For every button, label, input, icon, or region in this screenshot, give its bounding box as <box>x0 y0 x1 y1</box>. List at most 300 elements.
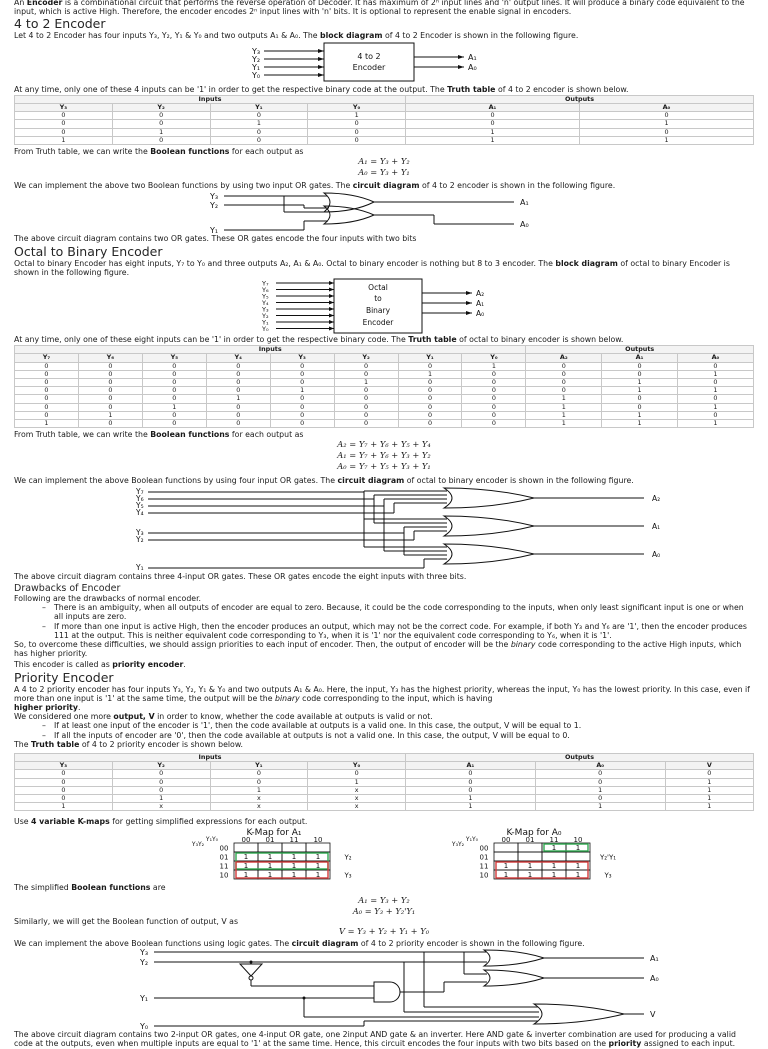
table-cell: 0 <box>210 770 308 778</box>
octal-block-output: A₂ <box>476 289 485 299</box>
table-cell: 1 <box>665 794 753 802</box>
kmap-column-label: 11 <box>289 835 299 844</box>
octal-block-label: Octal <box>368 283 388 293</box>
circuit-input-label: Y₃ <box>140 948 149 958</box>
enc42-block-label: 4 to 2 <box>357 51 381 61</box>
simplified-intro: The simplified Boolean functions are <box>14 882 166 892</box>
table-column-header: Y₁ <box>398 354 462 362</box>
enc42-circuit-summary: The above circuit diagram contains two OR gates. These OR gates encode the four inputs with two bits <box>14 234 417 244</box>
table-cell: 0 <box>406 778 536 786</box>
kmaps <box>84 827 684 883</box>
kmap-cell-value: 1 <box>315 870 321 879</box>
enc42-block-input: Y₃ <box>252 46 261 56</box>
table-cell: 1 <box>677 403 753 411</box>
octal-block-label: Encoder <box>362 318 394 328</box>
table-cell: 0 <box>142 411 206 419</box>
equation: V = Y₃ + Y₂ + Y₁ + Y₀ <box>338 925 430 936</box>
kmap-a1-title: K-Map for A₁ <box>246 827 302 838</box>
page <box>14 0 754 1049</box>
table-column-header: A₁ <box>406 762 536 770</box>
table-column-header: A₂ <box>526 354 602 362</box>
kmap-column-label: 01 <box>525 835 535 844</box>
table-cell: 0 <box>308 770 406 778</box>
kmap-group-label: Y₂'Y₁ <box>599 853 617 862</box>
arrow-icon <box>329 320 334 324</box>
octal-block-input: Y₂ <box>262 312 269 321</box>
kmap-cell <box>282 843 306 852</box>
table-cell: 0 <box>602 403 678 411</box>
circuit-output-label: A₁ <box>650 954 659 964</box>
table-column-header: A₁ <box>602 354 678 362</box>
table-row <box>15 120 754 128</box>
enc42-truth-table <box>14 95 754 145</box>
table-cell: 1 <box>677 370 753 378</box>
table-cell: 0 <box>535 794 665 802</box>
table-cell: 0 <box>112 778 210 786</box>
table-cell: 0 <box>526 379 602 387</box>
priority-circuit-intro: We can implement the above Boolean functions using logic gates. The circuit diagram of 4 to 2 priority encoder is shown in the following figure. <box>14 938 585 948</box>
table-cell: 0 <box>206 370 270 378</box>
table-cell: 0 <box>15 387 79 395</box>
kmap-cell-value: 1 <box>575 870 581 879</box>
table-cell: 1 <box>270 387 334 395</box>
octal-block-input: Y₆ <box>262 286 269 295</box>
table-cell: 0 <box>142 387 206 395</box>
drawbacks-solution: So, to overcome these difficulties, we should assign priorities to each input of encoder. Then, the output of encoder will be the binary code corresponding to the active High inputs, which has higher priority. <box>14 639 742 659</box>
enc42-intro: Let 4 to 2 Encoder has four inputs Y₃, Y₂, Y₁ & Y₀ and two outputs A₁ & A₀. The block diagram of 4 to 2 Encoder is shown in the following figure. <box>14 31 579 41</box>
kmap-column-label: 00 <box>501 835 511 844</box>
table-cell: 1 <box>526 411 602 419</box>
enc42-block-label: Encoder <box>352 62 386 72</box>
table-row <box>15 395 754 403</box>
kmap-cell <box>258 843 282 852</box>
enc42-block-input: Y₁ <box>252 62 261 72</box>
table-cell: 0 <box>15 379 79 387</box>
octal-truth-table <box>14 345 754 428</box>
table-cell: 0 <box>78 379 142 387</box>
octal-block-diagram <box>204 277 564 335</box>
table-cell: 1 <box>406 136 580 144</box>
table-cell: 1 <box>15 803 113 811</box>
drawbacks-priority-note: This encoder is called as priority encoder. <box>14 660 186 670</box>
table-cell: 0 <box>462 403 526 411</box>
table-group-header: Outputs <box>406 95 754 103</box>
kmap-cell-value: 1 <box>551 870 557 879</box>
table-cell: 0 <box>15 770 113 778</box>
table-cell: 0 <box>398 420 462 428</box>
heading-drawbacks: Drawbacks of Encoder <box>14 582 121 594</box>
table-cell: 1 <box>526 420 602 428</box>
table-cell: 1 <box>142 403 206 411</box>
table-cell: 1 <box>406 803 536 811</box>
table-column-header: Y₄ <box>206 354 270 362</box>
priority-truth-intro: The Truth table of 4 to 2 priority encoder is shown below. <box>14 739 243 749</box>
table-cell: 0 <box>406 786 536 794</box>
table-cell: 1 <box>308 778 406 786</box>
table-column-header: Y₃ <box>270 354 334 362</box>
kmap-row-label: 01 <box>219 853 229 862</box>
table-cell: 0 <box>398 387 462 395</box>
circuit-output-label: A₀ <box>650 974 659 984</box>
equation: A₂ = Y₇ + Y₆ + Y₅ + Y₄ <box>337 439 431 450</box>
table-group-header: Inputs <box>15 753 406 761</box>
table-cell: 0 <box>602 362 678 370</box>
table-column-header: Y₃ <box>15 762 113 770</box>
kmap-cell-value: 1 <box>291 861 297 870</box>
priority-valid-intro: We considered one more output, V in order to know, whether the code available at outputs is valid or not. <box>14 712 433 722</box>
table-cell: 0 <box>535 778 665 786</box>
kmap-cell <box>542 852 566 861</box>
table-column-header: A₀ <box>579 104 753 112</box>
table-column-header: Y₁ <box>210 104 308 112</box>
circuit-output-label: V <box>650 1010 656 1020</box>
priority-truth-table <box>14 753 754 811</box>
kmap-cell-value: 1 <box>527 870 533 879</box>
table-column-header: Y₂ <box>334 354 398 362</box>
kmap-group-label: Y₃ <box>604 871 612 880</box>
kmap-corner-label: Y₁Y₀ <box>465 835 479 843</box>
arrow-icon <box>329 288 334 292</box>
table-cell: 0 <box>602 370 678 378</box>
circuit-input-label: Y₄ <box>136 507 144 517</box>
table-cell: 0 <box>462 395 526 403</box>
table-cell: 0 <box>334 420 398 428</box>
kmap-cell-value: 1 <box>315 852 321 861</box>
kmap-cell-value: 1 <box>267 852 273 861</box>
table-cell: 1 <box>206 395 270 403</box>
table-cell: 0 <box>462 379 526 387</box>
table-cell: 0 <box>677 411 753 419</box>
kmap-cell <box>518 843 542 852</box>
table-cell: 0 <box>15 786 113 794</box>
kmap-cell-value: 1 <box>291 852 297 861</box>
table-cell: 0 <box>334 395 398 403</box>
table-cell: 0 <box>15 411 79 419</box>
intro-paragraph: An Encoder is a combinational circuit that performs the reverse operation of Decoder. It has maximum of 2ⁿ input lines and 'n' output lines. It will produce a binary code equivalent to the input, which is active High. Therefore, the encoder encodes 2ⁿ input lines with 'n' bits. It is optional to represent the enable signal in encoders. <box>14 0 745 17</box>
table-column-header: Y₀ <box>308 762 406 770</box>
table-cell: 0 <box>406 770 536 778</box>
octal-block-input: Y₃ <box>262 305 269 314</box>
table-column-header: A₀ <box>535 762 665 770</box>
circuit-output-label: A₀ <box>520 220 529 230</box>
octal-block-input: Y₇ <box>262 279 269 288</box>
table-cell: 0 <box>210 778 308 786</box>
table-cell: 1 <box>15 420 79 428</box>
kmap-cell-value: 1 <box>267 870 273 879</box>
octal-block-input: Y₀ <box>262 325 269 334</box>
table-cell: 0 <box>78 370 142 378</box>
table-cell: 0 <box>334 362 398 370</box>
table-cell: 0 <box>112 112 210 120</box>
heading-4to2-encoder: 4 to 2 Encoder <box>14 16 106 32</box>
table-cell: 0 <box>142 362 206 370</box>
table-row <box>15 362 754 370</box>
enc42-circuit-diagram <box>184 190 584 234</box>
table-cell: 0 <box>462 411 526 419</box>
kmap-column-label: 10 <box>313 835 323 844</box>
kmap-row-label: 10 <box>479 871 489 880</box>
table-cell: 0 <box>15 120 113 128</box>
table-cell: 1 <box>398 370 462 378</box>
table-cell: 0 <box>526 362 602 370</box>
table-cell: x <box>210 803 308 811</box>
list-item: – If more than one input is active High, then the encoder produces an output, which may not be the correct code. For example, if both Y₃ and Y₆ are '1', then the encoder produces 111 at the output. This is neither equivalent code corresponding to Y₃, when it is '1' nor the equivalent code corresponding to Y₆, when it is '1'. <box>54 622 754 640</box>
octal-block-label: Binary <box>365 306 391 316</box>
circuit-input-label: Y₃ <box>136 527 144 537</box>
table-row <box>15 403 754 411</box>
kmap-column-label: 10 <box>573 835 583 844</box>
table-cell: 0 <box>210 136 308 144</box>
table-cell: 0 <box>398 411 462 419</box>
kmap-cell-value: 1 <box>243 861 249 870</box>
table-cell: 1 <box>677 420 753 428</box>
table-cell: 1 <box>15 136 113 144</box>
table-column-header: Y₁ <box>210 762 308 770</box>
kmap-cell-value: 1 <box>503 870 509 879</box>
table-cell: 0 <box>526 387 602 395</box>
kmap-row-label: 11 <box>479 862 489 871</box>
table-cell: 0 <box>334 370 398 378</box>
table-row <box>15 136 754 144</box>
priority-circuit-diagram <box>64 948 704 1030</box>
table-column-header: V <box>665 762 753 770</box>
octal-circuit-diagram <box>64 486 704 572</box>
table-cell: 0 <box>142 379 206 387</box>
kmap-column-label: 00 <box>241 835 251 844</box>
table-cell: 0 <box>270 395 334 403</box>
v-function-intro: Similarly, we will get the Boolean function of output, V as <box>14 916 239 926</box>
kmap-cell <box>306 843 330 852</box>
circuit-input-label: Y₂ <box>136 534 144 544</box>
table-cell: 0 <box>15 128 113 136</box>
equation: A₁ = Y₃ + Y₂ <box>358 156 410 167</box>
table-cell: 1 <box>579 120 753 128</box>
kmap-row-label: 01 <box>479 853 489 862</box>
table-cell: 0 <box>579 112 753 120</box>
table-cell: 0 <box>677 395 753 403</box>
table-cell: 0 <box>398 362 462 370</box>
arrow-icon <box>329 327 334 331</box>
table-cell: 0 <box>206 387 270 395</box>
circuit-output-label: A₀ <box>652 549 661 559</box>
table-cell: 0 <box>15 370 79 378</box>
table-cell: 0 <box>112 770 210 778</box>
kmap-a0-title: K-Map for A₀ <box>506 827 562 838</box>
equation: A₀ = Y₇ + Y₅ + Y₃ + Y₁ <box>337 461 431 472</box>
table-row <box>15 370 754 378</box>
kmap-corner-label: Y₁Y₀ <box>205 835 219 843</box>
enc42-block-input: Y₂ <box>252 54 261 64</box>
enc42-block-diagram <box>204 41 564 85</box>
table-cell: 1 <box>579 136 753 144</box>
table-cell: 0 <box>665 770 753 778</box>
enc42-block-input: Y₀ <box>252 70 261 80</box>
table-cell: 1 <box>78 411 142 419</box>
table-cell: 0 <box>462 387 526 395</box>
table-row <box>15 794 754 802</box>
heading-priority-encoder: Priority Encoder <box>14 669 114 685</box>
drawbacks-list <box>14 603 754 640</box>
table-cell: 0 <box>677 379 753 387</box>
table-cell: 0 <box>535 770 665 778</box>
table-cell: 0 <box>15 362 79 370</box>
circuit-input-label: Y₂ <box>140 958 149 968</box>
kmap-cell-value: 1 <box>291 870 297 879</box>
table-row <box>15 387 754 395</box>
table-cell: 0 <box>308 128 406 136</box>
table-cell: 0 <box>206 411 270 419</box>
octal-circuit-intro: We can implement the above Boolean functions by using four input OR gates. The circuit diagram of octal to binary encoder is shown in the following figure. <box>14 476 634 486</box>
octal-boolean-intro: From Truth table, we can write the Boolean functions for each output as <box>14 430 304 440</box>
kmap-row-label: 00 <box>219 844 229 853</box>
table-cell: 0 <box>15 112 113 120</box>
table-cell: 1 <box>526 395 602 403</box>
table-cell: x <box>308 786 406 794</box>
arrow-icon <box>329 301 334 305</box>
table-cell: 1 <box>210 786 308 794</box>
table-cell: 1 <box>210 120 308 128</box>
table-cell: 0 <box>334 411 398 419</box>
table-cell: 0 <box>462 420 526 428</box>
table-cell: 1 <box>526 403 602 411</box>
circuit-input-label: Y₆ <box>136 493 144 503</box>
arrow-icon <box>329 314 334 318</box>
table-group-header: Inputs <box>15 95 406 103</box>
circuit-input-label: Y₁ <box>140 994 149 1004</box>
table-cell: 1 <box>112 794 210 802</box>
circuit-input-label: Y₃ <box>210 192 219 202</box>
table-cell: 0 <box>206 420 270 428</box>
circuit-output-label: A₁ <box>520 198 529 208</box>
table-row <box>15 420 754 428</box>
table-cell: 0 <box>78 403 142 411</box>
table-cell: 0 <box>210 112 308 120</box>
kmap-group-label: Y₂ <box>344 853 352 862</box>
priority-intro: A 4 to 2 priority encoder has four inputs Y₃, Y₂, Y₁ & Y₀ and two outputs A₁ & A₀. Here, the input, Y₃ has the highest priority, whereas the input, Y₀ has the lowest priority. In this case, even if more than one input is '1' at the same time, the output will be the binary code corresponding to the input, which is having higher priority. <box>14 684 750 712</box>
table-column-header: Y₆ <box>78 354 142 362</box>
table-cell: 1 <box>602 420 678 428</box>
table-column-header: Y₃ <box>15 104 113 112</box>
table-cell: 1 <box>665 778 753 786</box>
table-group-header: Outputs <box>526 346 754 354</box>
table-cell: 0 <box>398 403 462 411</box>
table-column-header: Y₂ <box>112 104 210 112</box>
table-cell: 0 <box>270 379 334 387</box>
equation: A₀ = Y₃ + Y₂'Y₁ <box>352 905 416 916</box>
table-cell: 0 <box>270 403 334 411</box>
table-cell: 0 <box>78 387 142 395</box>
kmap-row-label: 11 <box>219 862 229 871</box>
table-cell: 0 <box>462 370 526 378</box>
arrow-icon <box>329 307 334 311</box>
circuit-input-label: Y₂ <box>210 201 219 211</box>
table-row <box>15 778 754 786</box>
equation: A₁ = Y₃ + Y₂ <box>358 894 410 905</box>
kmap-cell-value: 1 <box>551 843 557 852</box>
table-cell: 1 <box>602 411 678 419</box>
table-group-header: Outputs <box>406 753 754 761</box>
table-column-header: Y₀ <box>462 354 526 362</box>
octal-truth-intro: At any time, only one of these eight inputs can be '1' in order to get the respective binary code. The Truth table of octal to binary encoder is shown below. <box>14 335 624 345</box>
table-cell: 1 <box>602 387 678 395</box>
kmap-cell <box>518 852 542 861</box>
list-item: – If all the inputs of encoder are '0', then the code available at outputs is not a valid one. In this case, the output, V will be equal to 0. <box>54 731 754 740</box>
kmap-column-label: 11 <box>549 835 559 844</box>
table-cell: 0 <box>15 778 113 786</box>
table-cell: 1 <box>406 794 536 802</box>
equation: A₀ = Y₃ + Y₁ <box>358 167 410 178</box>
circuit-input-label: Y₁ <box>136 562 144 572</box>
kmap-row-label: 00 <box>479 844 489 853</box>
table-row <box>15 411 754 419</box>
table-cell: 0 <box>270 420 334 428</box>
kmap-cell-value: 1 <box>243 870 249 879</box>
octal-intro: Octal to binary Encoder has eight inputs, Y₇ to Y₀ and three outputs A₂, A₁ & A₀. Octal to binary encoder is nothing but 8 to 3 encoder. The block diagram of octal to binary Encoder is shown in the following figure. <box>14 258 730 277</box>
table-cell: 0 <box>78 362 142 370</box>
table-group-header: Inputs <box>15 346 526 354</box>
list-item: – If at least one input of the encoder is '1', then the code available at outputs is a valid one. In this case, the output, V will be equal to 1. <box>54 721 754 730</box>
table-column-header: Y₅ <box>142 354 206 362</box>
drawbacks-intro: Following are the drawbacks of normal encoder. <box>14 593 202 603</box>
kmap-cell-value: 1 <box>551 861 557 870</box>
octal-block-output: A₀ <box>476 309 485 319</box>
octal-block-input: Y₄ <box>262 299 269 308</box>
enc42-block-output: A₀ <box>468 62 477 72</box>
list-item: – There is an ambiguity, when all outputs of encoder are equal to zero. Because, it could be the code corresponding to the inputs, when only least significant input is one or when all inputs are zero. <box>54 603 754 621</box>
circuit-output-label: A₁ <box>652 521 661 531</box>
table-cell: 0 <box>142 395 206 403</box>
table-column-header: A₁ <box>406 104 580 112</box>
kmap-cell-value: 1 <box>575 861 581 870</box>
table-cell: 1 <box>665 786 753 794</box>
table-cell: 1 <box>406 128 580 136</box>
arrow-icon <box>329 281 334 285</box>
kmap-cell-value: 1 <box>243 852 249 861</box>
table-cell: 0 <box>210 128 308 136</box>
circuit-output-label: A₂ <box>652 493 661 503</box>
octal-circuit-summary: The above circuit diagram contains three 4-input OR gates. These OR gates encode the eight inputs with three bits. <box>14 571 467 581</box>
octal-block-output: A₁ <box>476 299 485 309</box>
table-row <box>15 770 754 778</box>
table-cell: 0 <box>270 411 334 419</box>
table-cell: 0 <box>15 794 113 802</box>
table-cell: 0 <box>308 136 406 144</box>
table-cell: 0 <box>142 420 206 428</box>
kmap-group-label: Y₃ <box>344 871 352 880</box>
octal-block-input: Y₅ <box>262 292 269 301</box>
circuit-input-label: Y₅ <box>136 500 144 510</box>
table-column-header: Y₇ <box>15 354 79 362</box>
table-cell: 0 <box>677 362 753 370</box>
octal-block-input: Y₁ <box>262 318 269 327</box>
table-cell: 0 <box>308 120 406 128</box>
enc42-block-output: A₁ <box>468 52 477 62</box>
table-cell: x <box>308 794 406 802</box>
table-cell: 0 <box>15 395 79 403</box>
table-cell: 0 <box>206 379 270 387</box>
table-cell: 0 <box>398 395 462 403</box>
table-cell: 0 <box>15 403 79 411</box>
table-cell: 0 <box>112 120 210 128</box>
circuit-input-label: Y₀ <box>140 1022 149 1031</box>
kmap-cell-value: 1 <box>267 861 273 870</box>
kmap-corner-label: Y₃Y₂ <box>451 840 465 848</box>
arrow-icon <box>329 294 334 298</box>
table-cell: 0 <box>270 362 334 370</box>
kmap-cell <box>566 852 590 861</box>
table-cell: 1 <box>462 362 526 370</box>
table-cell: 0 <box>334 403 398 411</box>
